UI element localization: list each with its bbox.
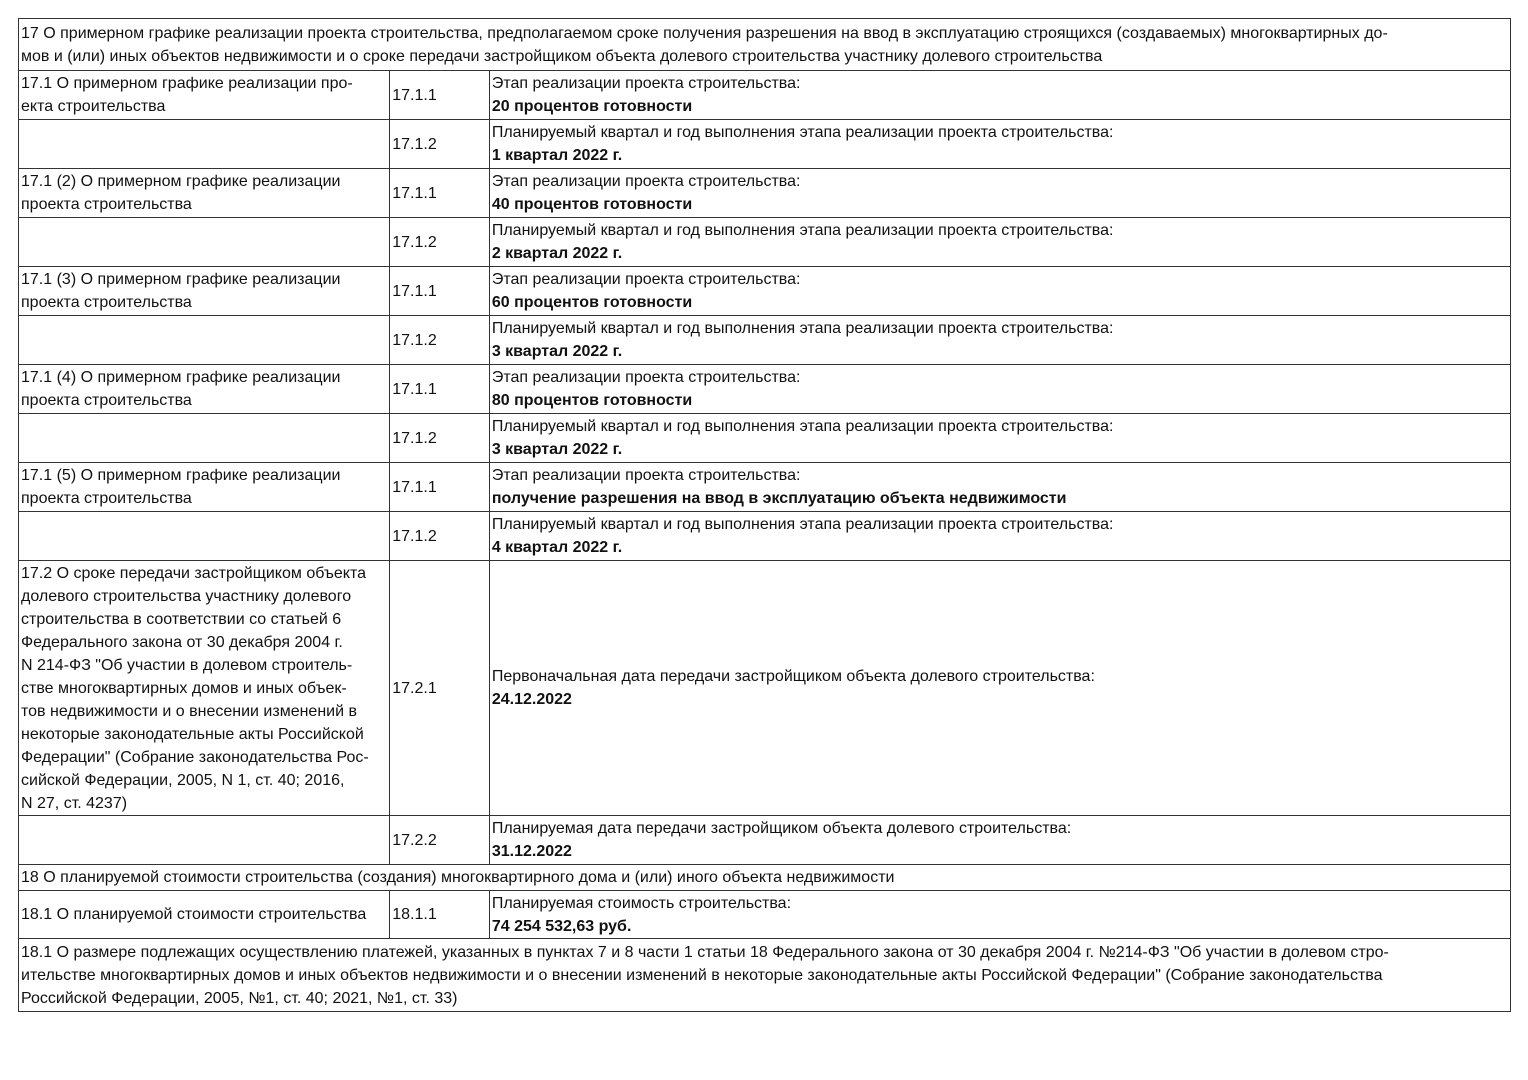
item-label-line: 17.1 (4) О примерном графике реализации — [21, 369, 341, 386]
item-value-cell — [489, 71, 1510, 120]
value-text: 3 квартал 2022 г. — [491, 343, 623, 360]
section-header-row — [19, 19, 1511, 71]
value-text: 80 процентов готовности — [491, 392, 693, 409]
value-caption: Этап реализации проекта строительства: — [491, 467, 801, 484]
table-row — [19, 891, 1511, 939]
value-caption: Этап реализации проекта строительства: — [491, 75, 801, 92]
item-code-cell: 17.1.1 — [390, 267, 490, 316]
item-label-line: 17.1 (5) О примерном графике реализации — [21, 467, 341, 484]
section-title-cell — [19, 865, 1511, 891]
value-text: 3 квартал 2022 г. — [491, 441, 623, 458]
item-value-cell — [489, 120, 1510, 169]
item-label-cell — [19, 218, 390, 267]
table-row — [19, 267, 1511, 316]
item-value-cell — [489, 512, 1510, 561]
item-label-line: тов недвижимости и о внесении изменений в — [21, 702, 357, 720]
item-value-cell — [489, 561, 1510, 816]
item-label-line: проекта строительства — [21, 294, 192, 311]
value-text: 60 процентов готовности — [491, 294, 693, 311]
item-label-cell — [19, 816, 390, 865]
item-label-cell — [19, 463, 390, 512]
table-row — [19, 218, 1511, 267]
value-caption: Планируемый квартал и год выполнения этапа реализации проекта строительства: — [491, 516, 1114, 533]
item-label-cell — [19, 169, 390, 218]
value-caption: Планируемый квартал и год выполнения этапа реализации проекта строительства: — [491, 222, 1114, 239]
item-label-cell — [19, 512, 390, 561]
table-row — [19, 316, 1511, 365]
item-label-line: N 27, ст. 4237) — [21, 794, 128, 812]
item-label-line: 18.1 О планируемой стоимости строительства — [21, 906, 367, 923]
item-label-line: 17.1 (2) О примерном графике реализации — [21, 173, 341, 190]
table-row — [19, 365, 1511, 414]
value-caption: Этап реализации проекта строительства: — [491, 173, 801, 190]
table-row — [19, 169, 1511, 218]
value-caption: Планируемая дата передачи застройщиком объекта долевого строительства: — [491, 820, 1072, 837]
value-caption: Планируемый квартал и год выполнения этапа реализации проекта строительства: — [491, 418, 1114, 435]
item-value-cell — [489, 816, 1510, 865]
item-label-cell — [19, 267, 390, 316]
item-code-cell: 17.1.2 — [390, 218, 490, 267]
item-label-line: проекта строительства — [21, 392, 192, 409]
item-code-cell: 17.2.2 — [390, 816, 490, 865]
value-caption: Планируемый квартал и год выполнения этапа реализации проекта строительства: — [491, 124, 1114, 141]
item-label-cell — [19, 561, 390, 816]
item-label-line: 17.2 О сроке передачи застройщиком объекта — [21, 564, 366, 582]
table-body — [19, 19, 1511, 1012]
value-caption: Этап реализации проекта строительства: — [491, 369, 801, 386]
item-value-cell — [489, 169, 1510, 218]
item-label-line: проекта строительства — [21, 490, 192, 507]
value-text: 74 254 532,63 руб. — [491, 917, 632, 935]
section-title-cell — [19, 939, 1511, 1012]
section-title-line: 17 О примерном графике реализации проекта строительства, предполагаемом сроке получения разрешения на ввод в эксплуатацию строящихся (создаваемых) многоквартирных до- — [21, 24, 1388, 42]
value-text: 2 квартал 2022 г. — [491, 245, 623, 262]
item-value-cell — [489, 463, 1510, 512]
value-caption: Первоначальная дата передачи застройщиком объекта долевого строительства: — [491, 668, 1095, 685]
item-code-cell: 17.1.1 — [390, 463, 490, 512]
item-label-line: сийской Федерации, 2005, N 1, ст. 40; 2016, — [21, 771, 345, 789]
item-value-cell — [489, 891, 1510, 939]
item-label-cell — [19, 120, 390, 169]
item-code-cell: 17.1.2 — [390, 414, 490, 463]
item-label-line: строительства в соответствии со статьей 6 — [21, 610, 342, 628]
item-label-cell — [19, 891, 390, 939]
item-label-cell — [19, 414, 390, 463]
item-code-cell: 17.1.2 — [390, 120, 490, 169]
value-caption: Планируемая стоимость строительства: — [491, 894, 792, 912]
table-row — [19, 120, 1511, 169]
item-value-cell — [489, 365, 1510, 414]
item-code-cell: 17.1.1 — [390, 365, 490, 414]
item-code-cell: 17.1.1 — [390, 169, 490, 218]
section-title-line: 18.1 О размере подлежащих осуществлению платежей, указанных в пунктах 7 и 8 части 1 статьи 18 Федерального закона от 30 декабря 2004 г. №214-ФЗ "Об участии в долевом стро- — [21, 943, 1389, 961]
item-label-cell — [19, 365, 390, 414]
section-title-line: Российской Федерации, 2005, №1, ст. 40; 2021, №1, ст. 33) — [21, 989, 458, 1007]
value-caption: Планируемый квартал и год выполнения этапа реализации проекта строительства: — [491, 320, 1114, 337]
item-code-cell: 17.1.2 — [390, 316, 490, 365]
section-title-line: мов и (или) иных объектов недвижимости и о сроке передачи застройщиком объекта долевого строительства участнику долевого строительства — [21, 47, 1103, 65]
item-label-line: Федерации" (Собрание законодательства Рос- — [21, 748, 369, 766]
value-text: 24.12.2022 — [491, 691, 572, 708]
item-value-cell — [489, 414, 1510, 463]
item-value-cell — [489, 218, 1510, 267]
item-label-line: стве многоквартирных домов и иных объек- — [21, 679, 347, 697]
value-text: 4 квартал 2022 г. — [491, 539, 623, 556]
item-label-line: Федерального закона от 30 декабря 2004 г. — [21, 633, 343, 651]
section-title-line: 18 О планируемой стоимости строительства (создания) многоквартирного дома и (или) иного объекта недвижимости — [21, 869, 895, 886]
table-row — [19, 512, 1511, 561]
item-code-cell: 17.2.1 — [390, 561, 490, 816]
item-label-cell — [19, 71, 390, 120]
value-text: 40 процентов готовности — [491, 196, 693, 213]
value-text: 31.12.2022 — [491, 843, 572, 860]
item-label-line: екта строительства — [21, 98, 166, 115]
item-code-cell: 17.1.2 — [390, 512, 490, 561]
item-value-cell — [489, 316, 1510, 365]
value-caption: Этап реализации проекта строительства: — [491, 271, 801, 288]
table-row — [19, 71, 1511, 120]
table-row — [19, 561, 1511, 816]
section-header-row — [19, 865, 1511, 891]
item-value-cell — [489, 267, 1510, 316]
table-row — [19, 816, 1511, 865]
item-label-line: проекта строительства — [21, 196, 192, 213]
value-text: 20 процентов готовности — [491, 98, 693, 115]
item-label-line: 17.1 (3) О примерном графике реализации — [21, 271, 341, 288]
table-row — [19, 414, 1511, 463]
section-header-row — [19, 939, 1511, 1012]
value-text: 1 квартал 2022 г. — [491, 147, 623, 164]
item-code-cell: 18.1.1 — [390, 891, 490, 939]
value-text: получение разрешения на ввод в эксплуатацию объекта недвижимости — [491, 490, 1067, 507]
section-title-cell — [19, 19, 1511, 71]
item-label-line: некоторые законодательные акты Российской — [21, 725, 364, 743]
item-code-cell: 17.1.1 — [390, 71, 490, 120]
item-label-line: 17.1 О примерном графике реализации про- — [21, 75, 353, 92]
disclosure-table — [18, 18, 1511, 1012]
section-title-line: ительстве многоквартирных домов и иных объектов недвижимости и о внесении изменений в некоторые законодательные акты Российской Федерации" (Собрание законодательства — [21, 966, 1383, 984]
item-label-line: N 214-ФЗ "Об участии в долевом строитель- — [21, 656, 353, 674]
item-label-cell — [19, 316, 390, 365]
item-label-line: долевого строительства участнику долевого — [21, 587, 352, 605]
table-row — [19, 463, 1511, 512]
